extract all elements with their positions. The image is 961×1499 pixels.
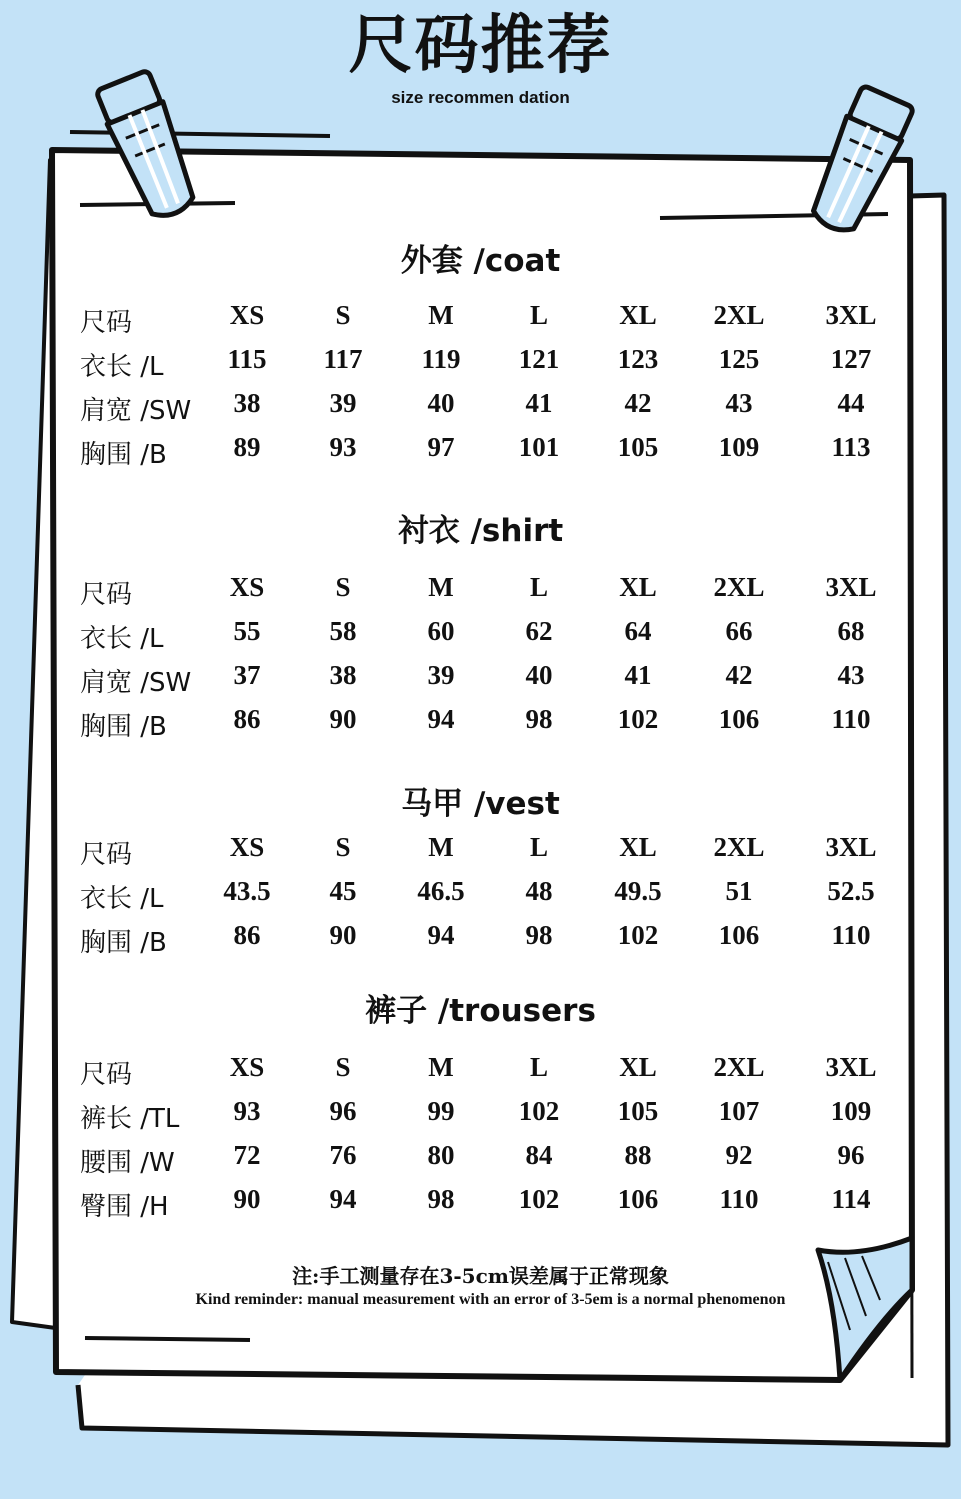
table-row [0,704,961,748]
measurement-cell: 107 [718,1096,760,1126]
section-title: 裤子 /trousers [365,993,596,1029]
row-label: 胸围 /B [80,928,167,958]
measurement-cell: 119 [421,344,461,374]
row-label: 裤长 /TL [80,1104,180,1134]
measurement-cell: 90 [329,704,357,734]
note-english: Kind reminder: manual measurement with an error of 3-5em is a normal phenomenon [195,1291,786,1308]
measurement-cell: 105 [617,432,659,462]
measurement-cell: 94 [427,920,455,950]
measurement-cell: 49.5 [614,876,662,906]
page-subtitle: size recommen dation [391,88,570,107]
measurement-cell: 101 [518,432,560,462]
size-header-cell: 2XL [713,572,765,602]
measurement-cell: 102 [617,920,659,950]
measurement-cell: 102 [617,704,659,734]
measurement-cell: 43 [725,388,753,418]
row-label: 衣长 /L [80,624,164,654]
section-title: 马甲 /vest [401,786,560,822]
row-label: 衣长 /L [80,884,164,914]
size-header-cell: S [335,832,351,862]
measurement-cell: 76 [329,1140,357,1170]
row-label: 尺码 [80,580,133,610]
measurement-cell: 40 [427,388,455,418]
size-header-cell: 2XL [713,832,765,862]
row-label: 臀围 /H [80,1192,169,1222]
table-row [0,432,961,476]
measurement-cell: 123 [617,344,659,374]
measurement-cell: 72 [233,1140,261,1170]
size-header-cell: M [428,832,454,862]
measurement-cell: 106 [617,1184,659,1214]
measurement-cell: 127 [830,344,872,374]
measurement-cell: 43 [837,660,865,690]
table-row [0,876,961,920]
measurement-cell: 45 [329,876,357,906]
measurement-cell: 94 [329,1184,357,1214]
row-label: 肩宽 /SW [80,668,192,698]
row-label: 胸围 /B [80,712,167,742]
measurement-cell: 115 [227,344,267,374]
measurement-cell: 110 [831,920,871,950]
size-header-cell: S [335,1052,351,1082]
measurement-cell: 42 [725,660,753,690]
measurement-cell: 90 [233,1184,261,1214]
measurement-cell: 40 [525,660,553,690]
measurement-cell: 51 [725,876,753,906]
size-header-cell: XL [619,1052,657,1082]
size-header-row [0,572,961,616]
measurement-cell: 98 [525,704,553,734]
measurement-cell: 60 [427,616,455,646]
row-label: 衣长 /L [80,352,164,382]
measurement-cell: 125 [718,344,760,374]
section-title: 外套 /coat [400,243,561,279]
size-header-cell: L [529,832,548,862]
measurement-cell: 62 [525,616,553,646]
measurement-cell: 37 [233,660,261,690]
measurement-cell: 68 [837,616,865,646]
row-label: 肩宽 /SW [80,396,192,426]
size-header-cell: XL [619,832,657,862]
measurement-cell: 52.5 [827,876,875,906]
table-row [0,616,961,660]
measurement-cell: 96 [329,1096,357,1126]
size-header-cell: M [428,572,454,602]
measurement-cell: 92 [725,1140,753,1170]
table-row [0,920,961,964]
measurement-cell: 84 [525,1140,553,1170]
size-header-cell: L [529,572,548,602]
size-header-cell: XL [619,572,657,602]
measurement-cell: 46.5 [417,876,465,906]
measurement-cell: 109 [718,432,760,462]
measurement-cell: 109 [830,1096,872,1126]
measurement-cell: 89 [233,432,261,462]
size-header-cell: S [335,300,351,330]
size-header-cell: 2XL [713,300,765,330]
size-header-cell: M [428,1052,454,1082]
measurement-cell: 105 [617,1096,659,1126]
size-header-cell: 3XL [825,1052,877,1082]
measurement-cell: 99 [427,1096,455,1126]
measurement-cell: 80 [427,1140,455,1170]
measurement-cell: 42 [624,388,652,418]
sketch-line-bottom-left [85,1338,250,1340]
measurement-cell: 41 [624,660,652,690]
table-row [0,1184,961,1228]
measurement-cell: 97 [427,432,455,462]
measurement-cell: 48 [525,876,553,906]
measurement-cell: 58 [329,616,357,646]
page-title: 尺码推荐 [348,9,613,83]
table-row [0,1140,961,1184]
measurement-cell: 41 [525,388,553,418]
section-title: 衬衣 /shirt [397,513,564,549]
measurement-cell: 90 [329,920,357,950]
measurement-cell: 106 [718,920,760,950]
size-header-row [0,300,961,344]
size-header-cell: XL [619,300,657,330]
measurement-cell: 102 [518,1096,560,1126]
row-label: 腰围 /W [80,1148,175,1178]
measurement-cell: 98 [427,1184,455,1214]
row-label: 胸围 /B [80,440,167,470]
size-header-cell: 2XL [713,1052,765,1082]
measurement-cell: 38 [329,660,357,690]
measurement-cell: 39 [427,660,455,690]
measurement-cell: 106 [718,704,760,734]
measurement-cell: 86 [233,920,261,950]
measurement-cell: 93 [329,432,357,462]
measurement-cell: 43.5 [223,876,271,906]
size-header-cell: XS [229,1052,265,1082]
measurement-cell: 64 [624,616,652,646]
size-header-cell: 3XL [825,572,877,602]
size-header-row [0,832,961,876]
measurement-cell: 44 [837,388,865,418]
size-header-cell: S [335,572,351,602]
measurement-cell: 102 [518,1184,560,1214]
table-row [0,1096,961,1140]
measurement-cell: 113 [831,432,871,462]
measurement-cell: 86 [233,704,261,734]
size-header-cell: XS [229,832,265,862]
row-label: 尺码 [80,1060,133,1090]
size-header-cell: L [529,1052,548,1082]
measurement-cell: 110 [831,704,871,734]
measurement-cell: 117 [323,344,363,374]
measurement-cell: 110 [719,1184,759,1214]
table-row [0,660,961,704]
measurement-cell: 94 [427,704,455,734]
measurement-cell: 66 [725,616,753,646]
measurement-cell: 55 [233,616,261,646]
measurement-cell: 114 [831,1184,871,1214]
measurement-cell: 38 [233,388,261,418]
size-header-cell: M [428,300,454,330]
size-header-cell: 3XL [825,832,877,862]
size-header-cell: L [529,300,548,330]
measurement-cell: 98 [525,920,553,950]
size-header-cell: XS [229,300,265,330]
size-header-cell: XS [229,572,265,602]
size-header-cell: 3XL [825,300,877,330]
table-row [0,388,961,432]
table-row [0,344,961,388]
measurement-cell: 96 [837,1140,865,1170]
measurement-cell: 39 [329,388,357,418]
note-chinese: 注:手工测量存在3-5cm误差属于正常现象 [292,1264,669,1288]
row-label: 尺码 [80,840,133,870]
measurement-cell: 93 [233,1096,261,1126]
measurement-cell: 88 [624,1140,652,1170]
size-header-row [0,1052,961,1096]
row-label: 尺码 [80,308,133,338]
measurement-cell: 121 [518,344,560,374]
